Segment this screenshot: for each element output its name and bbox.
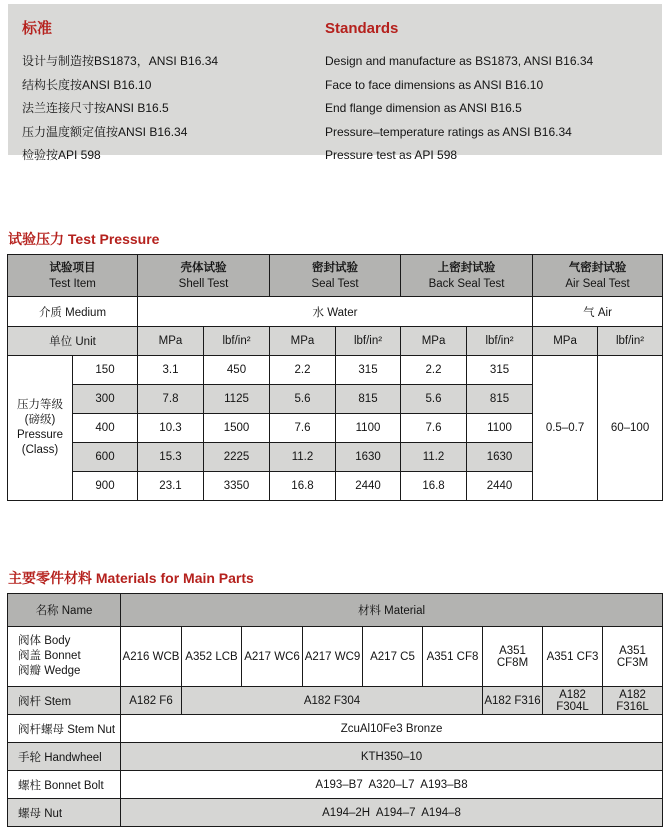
medium-water: 水 Water [138,297,533,327]
back-mpa: 7.6 [401,414,467,443]
wedge-label: 阀瓣 Wedge [18,665,81,677]
unit-mpa: MPa [138,327,204,356]
back-lbf: 2440 [467,472,533,501]
shell-lbf: 450 [204,356,270,385]
table-row [8,715,663,743]
air-seal-mpa-value: 0.5–0.7 [533,356,598,501]
class-value: 150 [73,356,138,385]
shell-lbf: 1500 [204,414,270,443]
shell-mpa: 7.8 [138,385,204,414]
standards-item-cn: 法兰连接尺寸按ANSI B16.5 [22,101,169,115]
material-value: A351 CF8M [483,627,543,687]
unit-lbf: lbf/in² [598,327,663,356]
seal-lbf: 315 [336,356,401,385]
table-row [8,771,663,799]
header-air-seal-test [533,255,663,297]
header-seal-test-cn: 密封试验 [312,261,358,274]
material-value: A182 F316L [603,687,663,715]
table-row [8,356,663,385]
seal-mpa: 11.2 [270,443,336,472]
header-shell-test [138,255,270,297]
back-lbf: 1630 [467,443,533,472]
seal-mpa: 7.6 [270,414,336,443]
handwheel-label: 手轮 Handwheel [8,743,121,771]
standards-item-en: Face to face dimensions as ANSI B16.10 [325,77,544,92]
class-value: 400 [73,414,138,443]
material-value: A193–B7 A320–L7 A193–B8 [121,771,663,799]
material-value: A182 F316 [483,687,543,715]
unit-label: 单位 Unit [8,327,138,356]
header-shell-test-cn: 壳体试验 [180,261,227,274]
body-bonnet-wedge-label [8,627,121,687]
material-value: A182 F304 [182,687,483,715]
medium-air: 气 Air [533,297,663,327]
material-value: A352 LCB [182,627,242,687]
pressure-class-label [8,356,73,501]
unit-lbf: lbf/in² [467,327,533,356]
standards-item-cn: 设计与制造按BS1873，ANSI B16.34 [22,54,219,68]
body-label: 阀体 Body [18,635,71,647]
stem-nut-label: 阀杆螺母 Stem Nut [8,715,121,743]
seal-mpa: 16.8 [270,472,336,501]
standards-item-en: Pressure test as API 598 [325,148,458,162]
bonnet-label: 阀盖 Bonnet [18,650,81,662]
shell-lbf: 2225 [204,443,270,472]
material-value: A351 CF3M [603,627,663,687]
materials-header-material: 材料 Material [121,594,663,627]
header-air-seal-test-en: Air Seal Test [565,277,630,290]
header-back-seal-test [401,255,533,297]
class-value: 900 [73,472,138,501]
material-value: A182 F304L [543,687,603,715]
standards-title-en: Standards [325,20,399,37]
standards-column-en [325,20,662,162]
unit-mpa: MPa [270,327,336,356]
unit-mpa: MPa [533,327,598,356]
back-lbf: 815 [467,385,533,414]
shell-lbf: 1125 [204,385,270,414]
table-row [8,743,663,771]
back-mpa: 16.8 [401,472,467,501]
materials-header-name: 名称 Name [8,594,121,627]
shell-mpa: 3.1 [138,356,204,385]
standards-item-cn: 检验按API 598 [22,148,101,162]
stem-label: 阀杆 Stem [8,687,121,715]
materials-table [7,593,663,827]
pressure-class-label-line: (磅级) [24,414,56,426]
test-pressure-section-title: 试验压力 Test Pressure [8,231,160,247]
standards-item-en: Design and manufacture as BS1873, ANSI B16.34 [325,54,594,68]
material-value: A351 CF3 [543,627,603,687]
standards-item-cn: 压力温度额定值按ANSI B16.34 [22,124,188,139]
back-mpa: 2.2 [401,356,467,385]
back-mpa: 11.2 [401,443,467,472]
standards-item-en: Pressure–temperature ratings as ANSI B16.34 [325,124,572,139]
header-test-item-cn: 试验项目 [49,261,96,274]
shell-mpa: 10.3 [138,414,204,443]
header-shell-test-en: Shell Test [178,277,229,290]
unit-mpa: MPa [401,327,467,356]
standards-item-cn: 结构长度按ANSI B16.10 [22,77,152,92]
unit-lbf: lbf/in² [204,327,270,356]
header-test-item-en: Test Item [49,277,96,290]
header-test-item [8,255,138,297]
header-air-seal-test-cn: 气密封试验 [568,261,627,274]
material-value: A182 F6 [121,687,182,715]
material-value: A351 CF8 [423,627,483,687]
table-row [8,627,663,687]
header-seal-test [270,255,401,297]
seal-lbf: 1630 [336,443,401,472]
header-back-seal-test-cn: 上密封试验 [437,261,496,274]
back-lbf: 1100 [467,414,533,443]
pressure-class-label-line: (Class) [21,444,59,456]
bonnet-bolt-label: 螺柱 Bonnet Bolt [8,771,121,799]
nut-label: 螺母 Nut [8,799,121,827]
back-mpa: 5.6 [401,385,467,414]
pressure-class-label-line: Pressure [16,429,64,441]
standards-title-cn: 标准 [22,20,53,37]
shell-mpa: 15.3 [138,443,204,472]
medium-label: 介质 Medium [8,297,138,327]
air-seal-lbf-value: 60–100 [598,356,663,501]
standards-item-en: End flange dimension as ANSI B16.5 [325,101,522,115]
table-row [8,687,663,715]
test-pressure-table [7,254,663,501]
seal-lbf: 1100 [336,414,401,443]
seal-mpa: 5.6 [270,385,336,414]
material-value: A217 WC6 [242,627,303,687]
materials-section-title: 主要零件材料 Materials for Main Parts [8,570,254,586]
material-value: A217 WC9 [303,627,363,687]
seal-lbf: 2440 [336,472,401,501]
material-value: ZcuAl10Fe3 Bronze [121,715,663,743]
material-value: A194–2H A194–7 A194–8 [121,799,663,827]
standards-column-cn [22,20,325,162]
shell-lbf: 3350 [204,472,270,501]
material-value: A217 C5 [363,627,423,687]
header-seal-test-en: Seal Test [311,277,359,290]
seal-lbf: 815 [336,385,401,414]
class-value: 600 [73,443,138,472]
unit-lbf: lbf/in² [336,327,401,356]
table-row [8,799,663,827]
material-value: KTH350–10 [121,743,663,771]
shell-mpa: 23.1 [138,472,204,501]
standards-panel [8,4,662,162]
back-lbf: 315 [467,356,533,385]
seal-mpa: 2.2 [270,356,336,385]
pressure-class-label-line: 压力等级 [17,399,63,411]
class-value: 300 [73,385,138,414]
material-value: A216 WCB [121,627,182,687]
header-back-seal-test-en: Back Seal Test [428,277,505,290]
